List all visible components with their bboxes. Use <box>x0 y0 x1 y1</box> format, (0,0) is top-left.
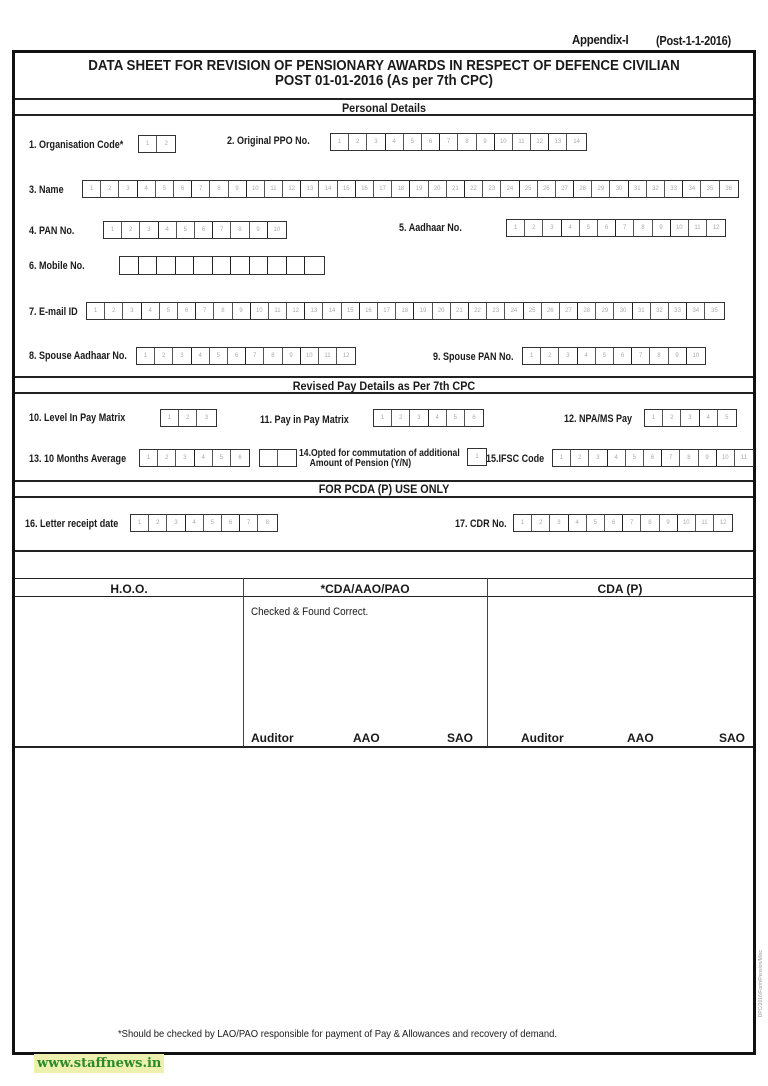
char-box[interactable]: 1 <box>131 515 149 531</box>
char-box[interactable]: 5 <box>725 415 729 421</box>
char-box[interactable]: 6 <box>598 220 616 236</box>
char-box[interactable]: 7 <box>616 220 634 236</box>
char-box[interactable]: 10 <box>717 450 735 466</box>
char-box[interactable]: 6 <box>605 515 623 531</box>
col-hoo: H.O.O. <box>110 582 148 596</box>
char-box[interactable]: 12 <box>531 134 549 150</box>
char-box[interactable]: 5 <box>213 450 231 466</box>
char-box[interactable] <box>120 257 139 274</box>
char-box[interactable]: 4 <box>186 515 204 531</box>
char-box[interactable]: 11 <box>513 134 531 150</box>
label-ten-month-avg: 13. 10 Months Average <box>29 453 127 465</box>
char-box[interactable]: 8 <box>680 450 698 466</box>
char-box[interactable]: 6 <box>222 515 240 531</box>
form-frame <box>12 50 756 1055</box>
col-cda-aao-pao: *CDA/AAO/PAO <box>320 582 410 596</box>
aadhaar-input[interactable] <box>506 219 726 237</box>
char-box[interactable] <box>139 257 158 274</box>
char-box[interactable]: 5 <box>177 222 195 238</box>
sig-auditor-2: Auditor <box>521 731 564 745</box>
char-box[interactable]: 6 <box>228 348 246 364</box>
char-box[interactable]: 13 <box>305 303 323 319</box>
title-line-2: POST 01-01-2016 (As per 7th CPC) <box>275 73 493 89</box>
char-box[interactable]: 31 <box>629 181 647 197</box>
char-box[interactable]: 4 <box>700 410 718 426</box>
section-revised-pay: Revised Pay Details as Per 7th CPC <box>292 379 476 393</box>
char-box[interactable]: 3 <box>123 303 141 319</box>
char-box[interactable]: 2 <box>122 222 140 238</box>
char-box[interactable]: 5 <box>160 303 178 319</box>
char-box[interactable]: 5 <box>580 220 598 236</box>
char-box[interactable]: 4 <box>608 450 626 466</box>
ten-month-avg-input[interactable] <box>139 449 250 467</box>
char-box[interactable]: 3 <box>550 515 568 531</box>
char-box[interactable]: 12 <box>719 520 727 526</box>
char-box[interactable] <box>157 257 176 274</box>
char-box[interactable]: 8 <box>650 348 668 364</box>
char-box[interactable]: 21 <box>447 181 465 197</box>
char-box[interactable]: 10 <box>678 515 696 531</box>
label-ppo-no: 2. Original PPO No. <box>227 135 310 147</box>
char-box[interactable]: 26 <box>538 181 556 197</box>
char-box[interactable]: 1 <box>475 454 479 460</box>
char-box[interactable]: 7 <box>440 134 458 150</box>
char-box[interactable]: 20 <box>433 303 451 319</box>
sig-sao-1: SAO <box>447 731 474 745</box>
char-box[interactable] <box>278 450 296 466</box>
char-box[interactable]: 7 <box>213 222 231 238</box>
char-box[interactable]: 9 <box>250 222 268 238</box>
char-box[interactable]: 9 <box>660 515 678 531</box>
email-input[interactable] <box>86 302 725 320</box>
char-box[interactable]: 1 <box>374 410 392 426</box>
label-cdr-no: 17. CDR No. <box>455 518 507 530</box>
ppo-no-input[interactable] <box>330 133 587 151</box>
pan-input[interactable] <box>103 221 287 239</box>
char-box[interactable]: 9 <box>477 134 495 150</box>
char-box[interactable]: 9 <box>669 348 687 364</box>
form-title <box>45 59 724 89</box>
char-box[interactable]: 5 <box>447 410 465 426</box>
char-box[interactable]: 22 <box>465 181 483 197</box>
char-box[interactable]: 25 <box>520 181 538 197</box>
char-box[interactable] <box>268 257 287 274</box>
section-pcda-use: FOR PCDA (P) USE ONLY <box>318 482 450 496</box>
char-box[interactable]: 5 <box>626 450 644 466</box>
char-box[interactable]: 36 <box>725 186 732 192</box>
char-box[interactable]: 22 <box>469 303 487 319</box>
char-box[interactable] <box>260 450 278 466</box>
char-box[interactable]: 28 <box>574 181 592 197</box>
char-box[interactable]: 6 <box>195 222 213 238</box>
spouse-pan-input[interactable] <box>522 347 706 365</box>
char-box[interactable]: 4 <box>569 515 587 531</box>
char-box[interactable] <box>213 257 232 274</box>
char-box[interactable]: 15 <box>342 303 360 319</box>
char-box[interactable] <box>231 257 250 274</box>
char-box[interactable]: 1 <box>645 410 663 426</box>
char-box[interactable]: 1 <box>140 450 158 466</box>
char-box[interactable]: 9 <box>233 303 251 319</box>
char-box[interactable]: 35 <box>711 308 718 314</box>
char-box[interactable]: 15 <box>338 181 356 197</box>
char-box[interactable]: 2 <box>541 348 559 364</box>
char-box[interactable]: 34 <box>683 181 701 197</box>
ten-month-avg-extra-input[interactable] <box>259 449 297 467</box>
char-box[interactable]: 2 <box>663 410 681 426</box>
char-box[interactable]: 12 <box>283 181 301 197</box>
char-box[interactable]: 2 <box>101 181 119 197</box>
char-box[interactable] <box>287 257 306 274</box>
char-box[interactable]: 13 <box>301 181 319 197</box>
char-box[interactable]: 10 <box>251 303 269 319</box>
char-box[interactable]: 6 <box>174 181 192 197</box>
char-box[interactable]: 1 <box>331 134 349 150</box>
char-box[interactable]: 17 <box>374 181 392 197</box>
char-box[interactable]: 23 <box>483 181 501 197</box>
mobile-input[interactable] <box>119 256 325 275</box>
char-box[interactable]: 10 <box>671 220 689 236</box>
char-box[interactable]: 1 <box>87 303 105 319</box>
char-box[interactable]: 3 <box>173 348 191 364</box>
char-box[interactable]: 10 <box>495 134 513 150</box>
char-box[interactable]: 19 <box>410 181 428 197</box>
label-pay-matrix: 11. Pay in Pay Matrix <box>260 414 349 426</box>
watermark: www.staffnews.in <box>34 1054 164 1073</box>
char-box[interactable]: 2 <box>155 348 173 364</box>
spouse-aadhaar-input[interactable] <box>136 347 356 365</box>
char-box[interactable] <box>305 257 324 274</box>
char-box[interactable]: 14 <box>319 181 337 197</box>
char-box[interactable]: 3 <box>367 134 385 150</box>
char-box[interactable]: 33 <box>665 181 683 197</box>
label-letter-date: 16. Letter receipt date <box>25 518 119 530</box>
char-box[interactable]: 5 <box>587 515 605 531</box>
char-box[interactable]: 35 <box>701 181 719 197</box>
char-box[interactable]: 2 <box>349 134 367 150</box>
char-box[interactable]: 6 <box>422 134 440 150</box>
char-box[interactable]: 1 <box>104 222 122 238</box>
char-box[interactable]: 14 <box>323 303 341 319</box>
char-box[interactable] <box>250 257 269 274</box>
char-box[interactable]: 3 <box>681 410 699 426</box>
char-box[interactable]: 6 <box>644 450 662 466</box>
char-box[interactable]: 26 <box>542 303 560 319</box>
char-box[interactable]: 33 <box>669 303 687 319</box>
char-box[interactable]: 3 <box>543 220 561 236</box>
checked-note: Checked & Found Correct. <box>251 606 369 618</box>
char-box[interactable]: 8 <box>265 520 270 526</box>
char-box[interactable]: 1 <box>83 181 101 197</box>
char-box[interactable]: 9 <box>229 181 247 197</box>
char-box[interactable]: 10 <box>301 348 319 364</box>
char-box[interactable]: 24 <box>505 303 523 319</box>
char-box[interactable]: 18 <box>396 303 414 319</box>
char-box[interactable]: 24 <box>501 181 519 197</box>
char-box[interactable]: 8 <box>641 515 659 531</box>
post-tag: (Post-1-1-2016) <box>656 34 731 48</box>
char-box[interactable]: 5 <box>404 134 422 150</box>
char-box[interactable]: 12 <box>342 353 350 359</box>
char-box[interactable]: 4 <box>138 181 156 197</box>
char-box[interactable]: 11 <box>269 303 287 319</box>
char-box[interactable]: 8 <box>264 348 282 364</box>
char-box[interactable]: 9 <box>699 450 717 466</box>
char-box[interactable]: 23 <box>487 303 505 319</box>
char-box[interactable] <box>194 257 213 274</box>
char-box[interactable]: 11 <box>689 220 707 236</box>
char-box[interactable]: 4 <box>562 220 580 236</box>
char-box[interactable]: 4 <box>142 303 160 319</box>
char-box[interactable]: 25 <box>524 303 542 319</box>
cdr-no-input[interactable] <box>513 514 733 532</box>
label-name: 3. Name <box>29 184 64 196</box>
char-box[interactable]: 4 <box>195 450 213 466</box>
char-box[interactable]: 7 <box>240 515 258 531</box>
sig-aao-1: AAO <box>353 731 380 745</box>
char-box[interactable]: 18 <box>392 181 410 197</box>
letter-date-input[interactable] <box>130 514 278 532</box>
char-box[interactable]: 10 <box>247 181 265 197</box>
char-box[interactable]: 9 <box>653 220 671 236</box>
char-box[interactable]: 7 <box>623 515 641 531</box>
char-box[interactable]: 7 <box>192 181 210 197</box>
section-personal-details: Personal Details <box>341 101 427 115</box>
char-box[interactable]: 2 <box>571 450 589 466</box>
char-box[interactable]: 3 <box>589 450 607 466</box>
char-box[interactable]: 5 <box>204 515 222 531</box>
char-box[interactable]: 12 <box>712 225 720 231</box>
char-box[interactable]: 8 <box>634 220 652 236</box>
sig-sao-2: SAO <box>719 731 746 745</box>
char-box[interactable]: 12 <box>287 303 305 319</box>
level-input[interactable] <box>160 409 217 427</box>
char-box[interactable]: 4 <box>159 222 177 238</box>
char-box[interactable]: 13 <box>549 134 567 150</box>
char-box[interactable]: 28 <box>578 303 596 319</box>
pay-matrix-input[interactable] <box>373 409 484 427</box>
label-ifsc: 15.IFSC Code <box>486 453 545 465</box>
char-box[interactable]: 5 <box>596 348 614 364</box>
char-box[interactable]: 6 <box>614 348 632 364</box>
char-box[interactable]: 7 <box>662 450 680 466</box>
col-cda-p: CDA (P) <box>597 582 643 596</box>
sig-aao-2: AAO <box>627 731 654 745</box>
char-box[interactable]: 8 <box>214 303 232 319</box>
char-box[interactable]: 2 <box>149 515 167 531</box>
char-box[interactable]: 27 <box>556 181 574 197</box>
char-box[interactable]: 11 <box>696 515 714 531</box>
char-box[interactable]: 4 <box>578 348 596 364</box>
char-box[interactable]: 20 <box>429 181 447 197</box>
char-box[interactable]: 8 <box>458 134 476 150</box>
char-box[interactable]: 32 <box>651 303 669 319</box>
char-box[interactable]: 3 <box>204 415 209 421</box>
char-box[interactable]: 6 <box>238 455 242 461</box>
label-mobile: 6. Mobile No. <box>29 260 85 272</box>
char-box[interactable]: 16 <box>360 303 378 319</box>
char-box[interactable] <box>176 257 195 274</box>
char-box[interactable]: 2 <box>164 141 168 147</box>
char-box[interactable]: 27 <box>560 303 578 319</box>
name-input[interactable] <box>82 180 739 198</box>
label-npa: 12. NPA/MS Pay <box>564 413 633 425</box>
char-box[interactable]: 2 <box>532 515 550 531</box>
char-box[interactable]: 3 <box>559 348 577 364</box>
label-spouse-aadhaar: 8. Spouse Aadhaar No. <box>29 350 127 362</box>
char-box[interactable]: 1 <box>507 220 525 236</box>
label-commutation: 14.Opted for commutation of additional Amount of Pension (Y/N) <box>299 447 460 469</box>
char-box[interactable]: 3 <box>176 450 194 466</box>
char-box[interactable]: 9 <box>283 348 301 364</box>
char-box[interactable]: 1 <box>514 515 532 531</box>
char-box[interactable]: 32 <box>647 181 665 197</box>
char-box[interactable]: 29 <box>592 181 610 197</box>
commutation-input[interactable] <box>467 448 487 466</box>
label-level: 10. Level In Pay Matrix <box>29 412 126 424</box>
title-line-1: DATA SHEET FOR REVISION OF PENSIONARY AWARDS IN RESPECT OF DEFENCE CIVILIAN <box>88 58 680 74</box>
side-print-code: DPC/2016/Form/Pension/Misc <box>758 950 764 1018</box>
char-box[interactable]: 2 <box>158 450 176 466</box>
label-pan: 4. PAN No. <box>29 225 75 237</box>
char-box[interactable]: 5 <box>156 181 174 197</box>
char-box[interactable]: 29 <box>596 303 614 319</box>
appendix-label: Appendix-I <box>572 32 629 47</box>
char-box[interactable]: 11 <box>740 455 748 461</box>
char-box[interactable]: 7 <box>196 303 214 319</box>
char-box[interactable]: 8 <box>231 222 249 238</box>
char-box[interactable]: 4 <box>386 134 404 150</box>
char-box[interactable]: 8 <box>210 181 228 197</box>
char-box[interactable]: 14 <box>573 139 580 145</box>
npa-input[interactable] <box>644 409 737 427</box>
char-box[interactable]: 4 <box>429 410 447 426</box>
char-box[interactable]: 19 <box>414 303 432 319</box>
footnote: *Should be checked by LAO/PAO responsible for payment of Pay & Allowances and recovery of demand. <box>118 1028 557 1040</box>
char-box[interactable]: 4 <box>192 348 210 364</box>
char-box[interactable]: 2 <box>525 220 543 236</box>
char-box[interactable]: 1 <box>553 450 571 466</box>
ifsc-input[interactable] <box>552 449 754 467</box>
char-box[interactable]: 5 <box>210 348 228 364</box>
char-box[interactable]: 6 <box>472 415 476 421</box>
char-box[interactable]: 30 <box>610 181 628 197</box>
char-box[interactable]: 21 <box>451 303 469 319</box>
label-org-code: 1. Organisation Code* <box>29 139 124 151</box>
char-box[interactable]: 11 <box>319 348 337 364</box>
char-box[interactable]: 3 <box>119 181 137 197</box>
label-aadhaar: 5. Aadhaar No. <box>399 222 462 234</box>
char-box[interactable]: 3 <box>410 410 428 426</box>
char-box[interactable]: 2 <box>179 410 197 426</box>
char-box[interactable]: 3 <box>140 222 158 238</box>
char-box[interactable]: 16 <box>356 181 374 197</box>
char-box[interactable]: 10 <box>273 227 281 233</box>
char-box[interactable]: 2 <box>392 410 410 426</box>
char-box[interactable]: 31 <box>633 303 651 319</box>
char-box[interactable]: 1 <box>137 348 155 364</box>
char-box[interactable]: 1 <box>523 348 541 364</box>
char-box[interactable]: 30 <box>614 303 632 319</box>
char-box[interactable]: 17 <box>378 303 396 319</box>
label-email: 7. E-mail ID <box>29 306 78 318</box>
char-box[interactable]: 1 <box>161 410 179 426</box>
char-box[interactable]: 7 <box>246 348 264 364</box>
char-box[interactable]: 2 <box>105 303 123 319</box>
sig-auditor-1: Auditor <box>251 731 294 745</box>
char-box[interactable]: 3 <box>167 515 185 531</box>
char-box[interactable]: 11 <box>265 181 283 197</box>
char-box[interactable]: 6 <box>178 303 196 319</box>
char-box[interactable]: 1 <box>139 136 157 152</box>
org-code-input[interactable] <box>138 135 176 153</box>
char-box[interactable]: 7 <box>632 348 650 364</box>
char-box[interactable]: 10 <box>692 353 700 359</box>
label-spouse-pan: 9. Spouse PAN No. <box>433 351 514 363</box>
char-box[interactable]: 34 <box>687 303 705 319</box>
